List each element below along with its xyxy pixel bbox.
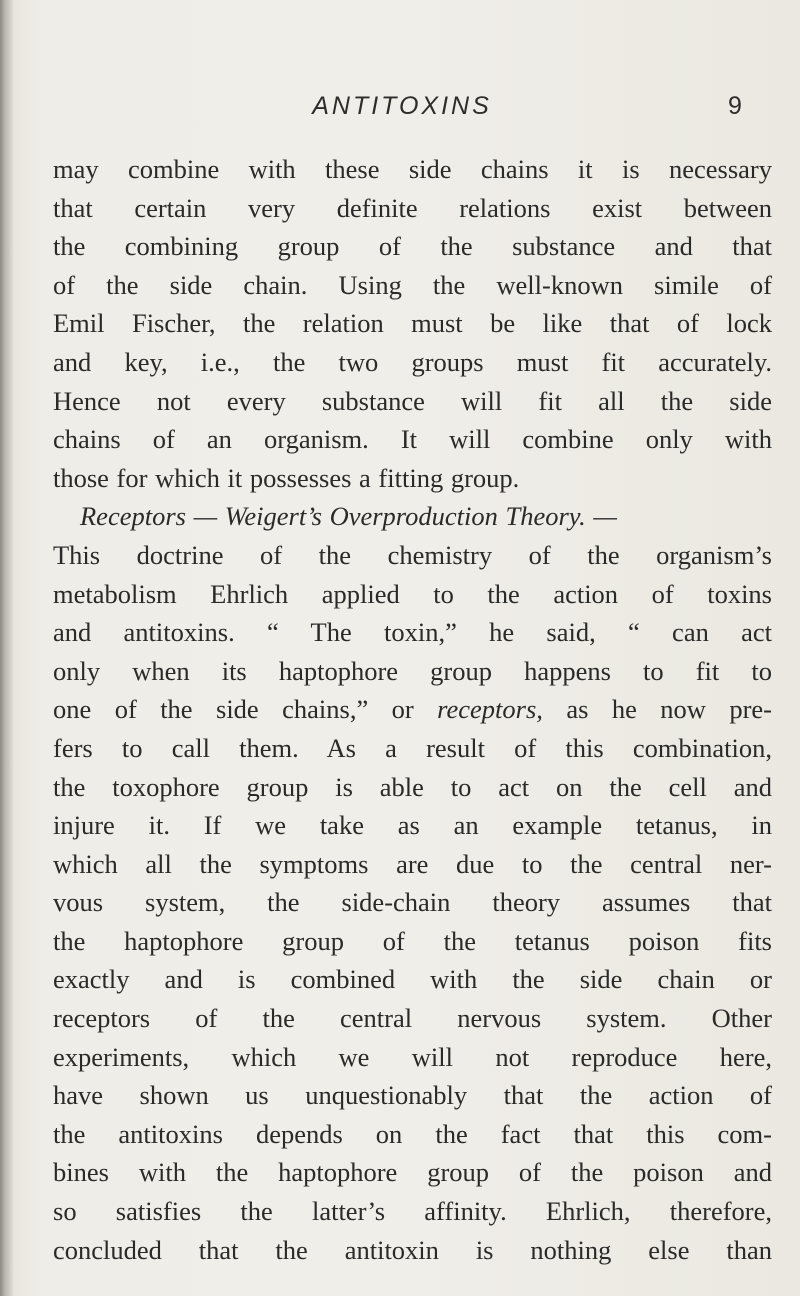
italic-term: receptors, [437, 694, 543, 725]
text-line: the antitoxins depends on the fact that this com- [53, 1118, 772, 1149]
section-heading: Receptors — Weigert’s Overproduction Theory. — [80, 501, 617, 532]
text-line: those for which it possesses a fitting group. [53, 462, 520, 493]
text-line: receptors of the central nervous system. Other [53, 1003, 772, 1034]
page-gutter-shadow [0, 0, 14, 1296]
text-line: the combining group of the substance and that [53, 231, 772, 262]
text-line: concluded that the antitoxin is nothing else than [53, 1234, 772, 1265]
text-line: metabolism Ehrlich applied to the action of toxins [53, 578, 772, 609]
text-line: the haptophore group of the tetanus poison fits [53, 925, 772, 956]
text-line: only when its haptophore group happens to fit to [53, 655, 772, 686]
text-line: chains of an organism. It will combine only with [53, 424, 772, 455]
page-number: 9 [728, 92, 742, 120]
running-head: ANTITOXINS [312, 92, 492, 120]
text-line: bines with the haptophore group of the poison and [53, 1157, 772, 1188]
text-line: Hence not every substance will fit all the side [53, 385, 772, 416]
text-line: exactly and is combined with the side chain or [53, 964, 772, 995]
text-line: vous system, the side-chain theory assumes that [53, 887, 772, 918]
text-line: experiments, which we will not reproduce here, [53, 1041, 772, 1072]
text-line: This doctrine of the chemistry of the organism’s [53, 539, 772, 570]
text-line-with-italic [53, 690, 772, 729]
text-line: so satisfies the latter’s affinity. Ehrlich, therefore, [53, 1196, 772, 1227]
text-line: and antitoxins. “ The toxin,” he said, “ can act [53, 617, 772, 648]
line-segment: one of the side chains,” or [53, 694, 414, 725]
text-line: and key, i.e., the two groups must fit accurately. [53, 346, 772, 377]
text-line: may combine with these side chains it is necessary [53, 154, 772, 184]
text-line: injure it. If we take as an example tetanus, in [53, 810, 772, 841]
text-line: that certain very definite relations exist between [53, 192, 772, 223]
line-segment: as he now pre- [566, 694, 773, 725]
text-line: fers to call them. As a result of this combination, [53, 732, 772, 763]
text-line: have shown us unquestionably that the action of [53, 1080, 772, 1111]
text-line: which all the symptoms are due to the central ner- [53, 848, 772, 879]
body-text [53, 150, 772, 1269]
page-header [0, 92, 800, 132]
text-line: the toxophore group is able to act on the cell and [53, 771, 772, 802]
text-line: of the side chain. Using the well-known simile of [53, 269, 772, 300]
text-line: Emil Fischer, the relation must be like that of lock [53, 308, 772, 339]
